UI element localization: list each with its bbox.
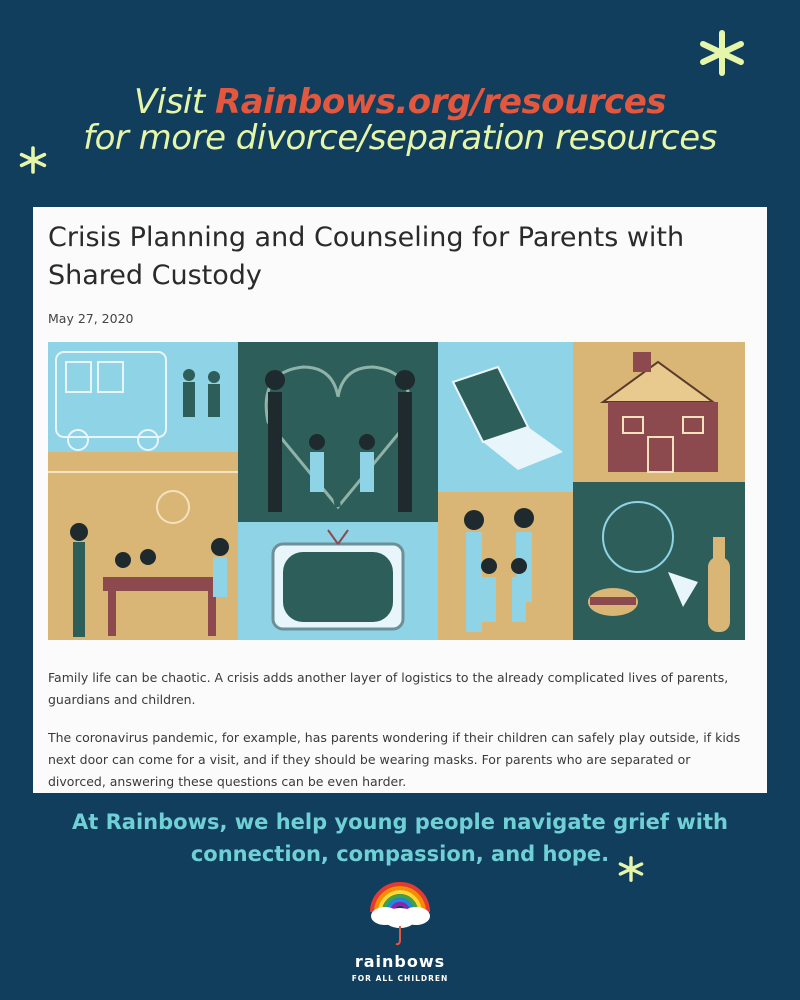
star-icon: [697, 28, 747, 78]
kitchen-family-panel: [48, 452, 238, 640]
broken-heart-family-panel: [238, 342, 438, 522]
article-card: [33, 207, 767, 793]
school-bus-panel: [48, 342, 238, 452]
laptop-panel: [438, 342, 573, 492]
article-title: Crisis Planning and Counseling for Parents with Shared Custody: [48, 222, 685, 291]
house-panel: [573, 342, 745, 482]
logo-wordmark: rainbows: [354, 952, 446, 971]
article-paragraph: The coronavirus pandemic, for example, has parents wondering if their children can safely play outside, if kids next door can come for a visit, and if they should be wearing masks. For parents who are separated or divorced, answering these questions can be even harder.: [48, 730, 741, 789]
tagline-line1: At Rainbows, we help young people navigate grief with: [72, 810, 728, 834]
tagline-line2: connection, compassion, and hope.: [190, 842, 610, 866]
family-portrait-panel: [438, 492, 573, 640]
rainbow-umbrella-logo: [360, 878, 440, 948]
resources-link[interactable]: Rainbows.org/resources: [215, 82, 666, 122]
food-panel: [573, 482, 745, 640]
article-paragraph: Family life can be chaotic. A crisis adds another layer of logistics to the already complicated lives of parents, guardians and children.: [48, 670, 729, 707]
article-illustration: [48, 342, 745, 640]
article-date: May 27, 2020: [48, 311, 134, 326]
headline: [0, 84, 800, 156]
headline-line1: Visit Rainbows.org/resources: [134, 82, 666, 122]
logo-subtitle: FOR ALL CHILDREN: [351, 974, 449, 983]
television-panel: [238, 522, 438, 640]
tagline: [0, 806, 800, 870]
headline-line2: for more divorce/separation resources: [83, 118, 717, 158]
